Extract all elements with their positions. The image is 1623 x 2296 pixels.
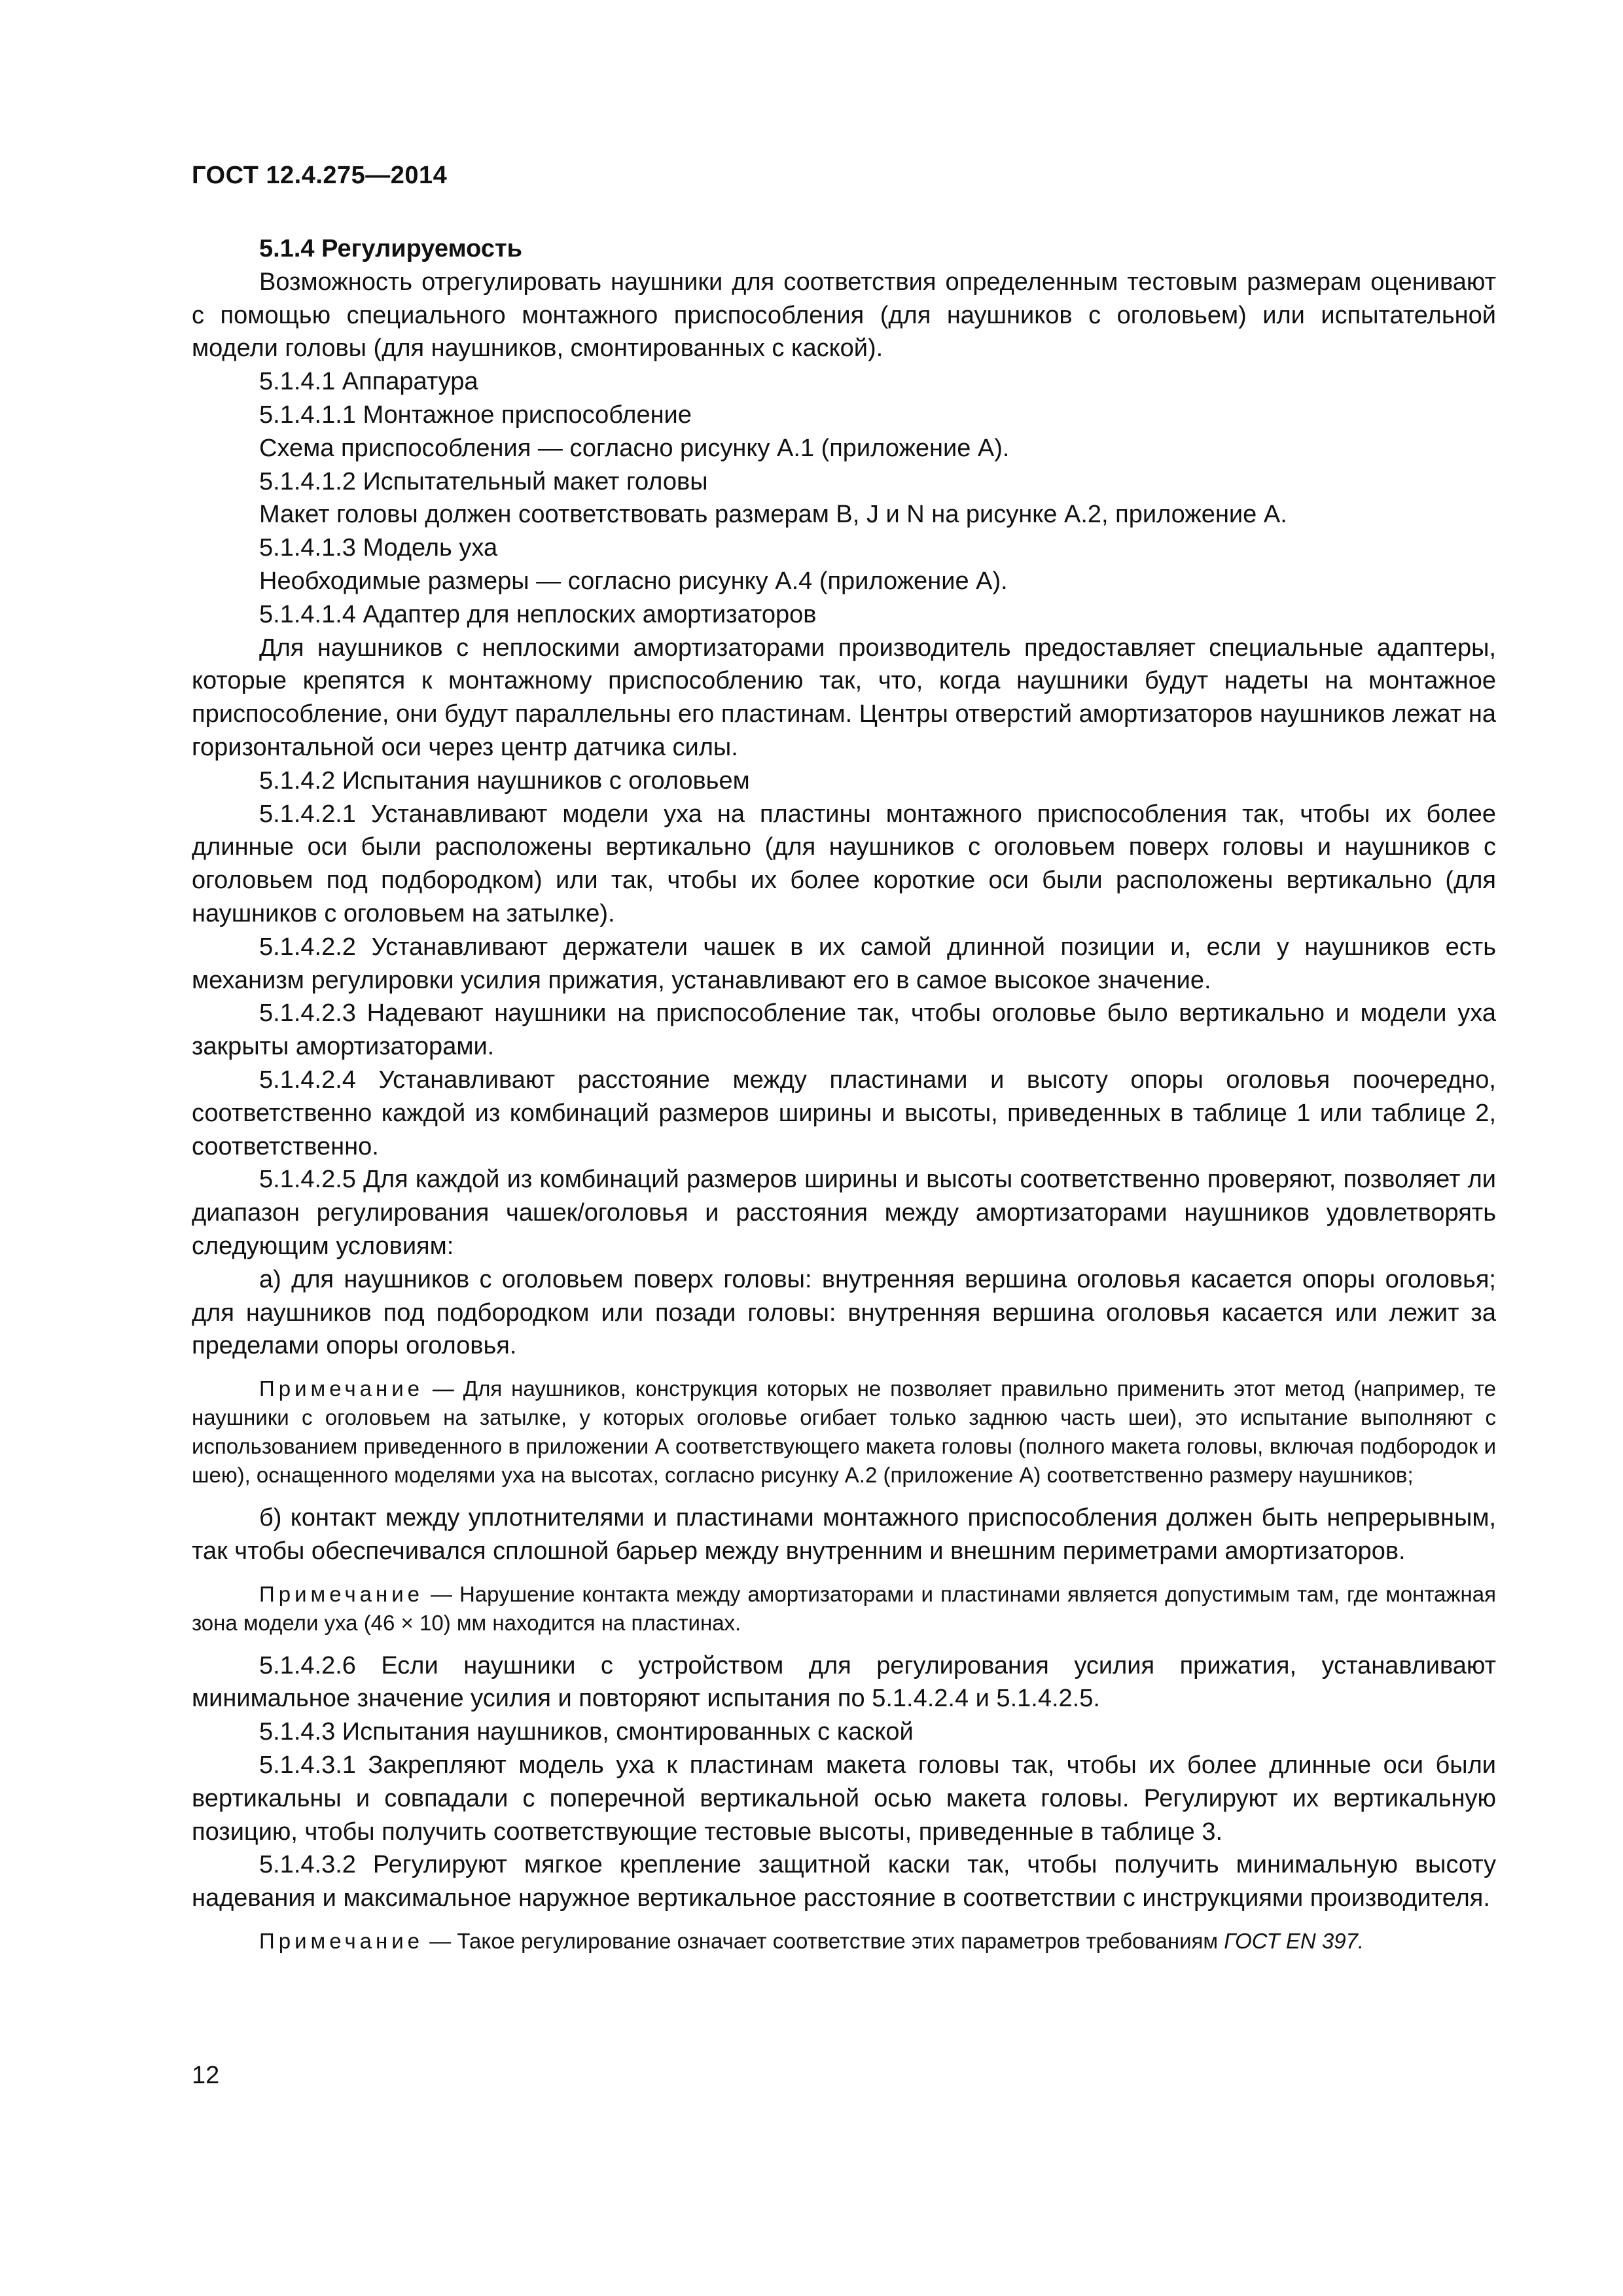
subsection-heading: 5.1.4.1 Аппаратура — [259, 368, 478, 396]
page-number: 12 — [192, 2062, 220, 2089]
note-text: — Для наушников, конструкция которых не позволяет правильно применить этот метод (например, те наушники с оголовьем на затылке, у которых оголовье огибает только заднюю часть шеи), это испытание выполняют с использованием приведенного в приложении А соответствующего макета головы (полного макета головы, включая подбородок и шею), оснащенного моделями уха на высотах, согласно рисунку А.2 (приложение А) соответственно размеру наушников; — [192, 1376, 1496, 1488]
note — [192, 1580, 1496, 1638]
paragraph: 5.1.4.2.2 Устанавливают держатели чашек в их самой длинной позиции и, если у наушников есть механизм регулировки усилия прижатия, устанавливают его в самое высокое значение. — [192, 933, 1496, 994]
note-label: Примечание — [259, 1929, 424, 1954]
document-designation: ГОСТ 12.4.275—2014 — [192, 162, 448, 189]
section-heading: 5.1.4 Регулируемость — [259, 235, 522, 262]
note — [192, 1374, 1496, 1490]
subsection-heading: 5.1.4.1.4 Адаптер для неплоских амортизаторов — [259, 600, 817, 628]
document-body — [192, 232, 1496, 1956]
subsection-heading: 5.1.4.2 Испытания наушников с оголовьем — [259, 766, 750, 795]
list-item: б) контакт между уплотнителями и пластинами монтажного приспособления должен быть непрерывным, так чтобы обеспечивался сплошной барьер между внутренним и внешним периметрами амортизаторов. — [192, 1504, 1496, 1565]
paragraph: Необходимые размеры — согласно рисунку А.4 (приложение А). — [259, 567, 1008, 595]
subsection-heading: 5.1.4.1.3 Модель уха — [259, 534, 498, 562]
note-label: Примечание — [259, 1376, 424, 1401]
paragraph: Для наушников с неплоскими амортизаторами производитель предоставляет специальные адаптеры, которые крепятся к монтажному приспособлению так, что, когда наушники будут надеты на монтажное приспособление, они будут параллельны его пластинам. Центры отверстий амортизаторов наушников лежат на горизонтальной оси через центр датчика силы. — [192, 634, 1496, 761]
note — [192, 1927, 1496, 1956]
note-text: — Нарушение контакта между амортизаторами и пластинами является допустимым там, где монтажная зона модели уха (46 × 10) мм находится на пластинах. — [192, 1581, 1496, 1635]
paragraph: Схема приспособления — согласно рисунку А.1 (приложение А). — [259, 434, 1010, 462]
paragraph: 5.1.4.2.1 Устанавливают модели уха на пластины монтажного приспособления так, чтобы их более длинные оси были расположены вертикально (для наушников с оголовьем поверх головы и наушников с оголовьем под подбородком) или так, чтобы их более короткие оси были расположены вертикально (для наушников с оголовьем на затылке). — [192, 800, 1496, 927]
subsection-heading: 5.1.4.3 Испытания наушников, смонтированных с каской — [259, 1718, 914, 1746]
paragraph: 5.1.4.3.1 Закрепляют модель уха к пластинам макета головы так, чтобы их более длинные оси были вертикальны и совпадали с поперечной вертикальной осью макета головы. Регулируют их вертикальную позицию, чтобы получить соответствующие тестовые высоты, приведенные в таблице 3. — [192, 1751, 1496, 1846]
note-text: — Такое регулирование означает соответствие этих параметров требованиям — [423, 1929, 1224, 1954]
paragraph: 5.1.4.2.4 Устанавливают расстояние между пластинами и высоту опоры оголовья поочередно, соответственно каждой из комбинаций размеров ширины и высоты, приведенных в таблице 1 или таблице 2, соответственно. — [192, 1066, 1496, 1160]
paragraph: 5.1.4.2.3 Надевают наушники на приспособление так, чтобы оголовье было вертикально и модели уха закрыты амортизаторами. — [192, 999, 1496, 1061]
standard-reference: ГОСТ EN 397. — [1224, 1929, 1364, 1954]
subsection-heading: 5.1.4.1.2 Испытательный макет головы — [259, 467, 708, 495]
subsection-heading: 5.1.4.1.1 Монтажное приспособление — [259, 401, 692, 429]
paragraph: Возможность отрегулировать наушники для соответствия определенным тестовым размерам оценивают с помощью специального монтажного приспособления (для наушников с оголовьем) или испытательной модели головы (для наушников, смонтированных с каской). — [192, 268, 1496, 363]
paragraph: 5.1.4.2.6 Если наушники с устройством для регулирования усилия прижатия, устанавливают минимальное значение усилия и повторяют испытания по 5.1.4.2.4 и 5.1.4.2.5. — [192, 1651, 1496, 1713]
paragraph: 5.1.4.2.5 Для каждой из комбинаций размеров ширины и высоты соответственно проверяют, позволяет ли диапазон регулирования чашек/оголовья и расстояния между амортизаторами наушников удовлетворять следующим условиям: — [192, 1166, 1496, 1260]
paragraph: 5.1.4.3.2 Регулируют мягкое крепление защитной каски так, чтобы получить минимальную высоту надевания и максимальное наружное вертикальное расстояние в соответствии с инструкциями производителя. — [192, 1851, 1496, 1912]
list-item: а) для наушников с оголовьем поверх головы: внутренняя вершина оголовья касается опоры оголовья; для наушников под подбородком или позади головы: внутренняя вершина оголовья касается или лежит за пределами опоры оголовья. — [192, 1265, 1496, 1360]
note-label: Примечание — [259, 1581, 424, 1606]
paragraph: Макет головы должен соответствовать размерам B, J и N на рисунке А.2, приложение А. — [259, 501, 1287, 529]
